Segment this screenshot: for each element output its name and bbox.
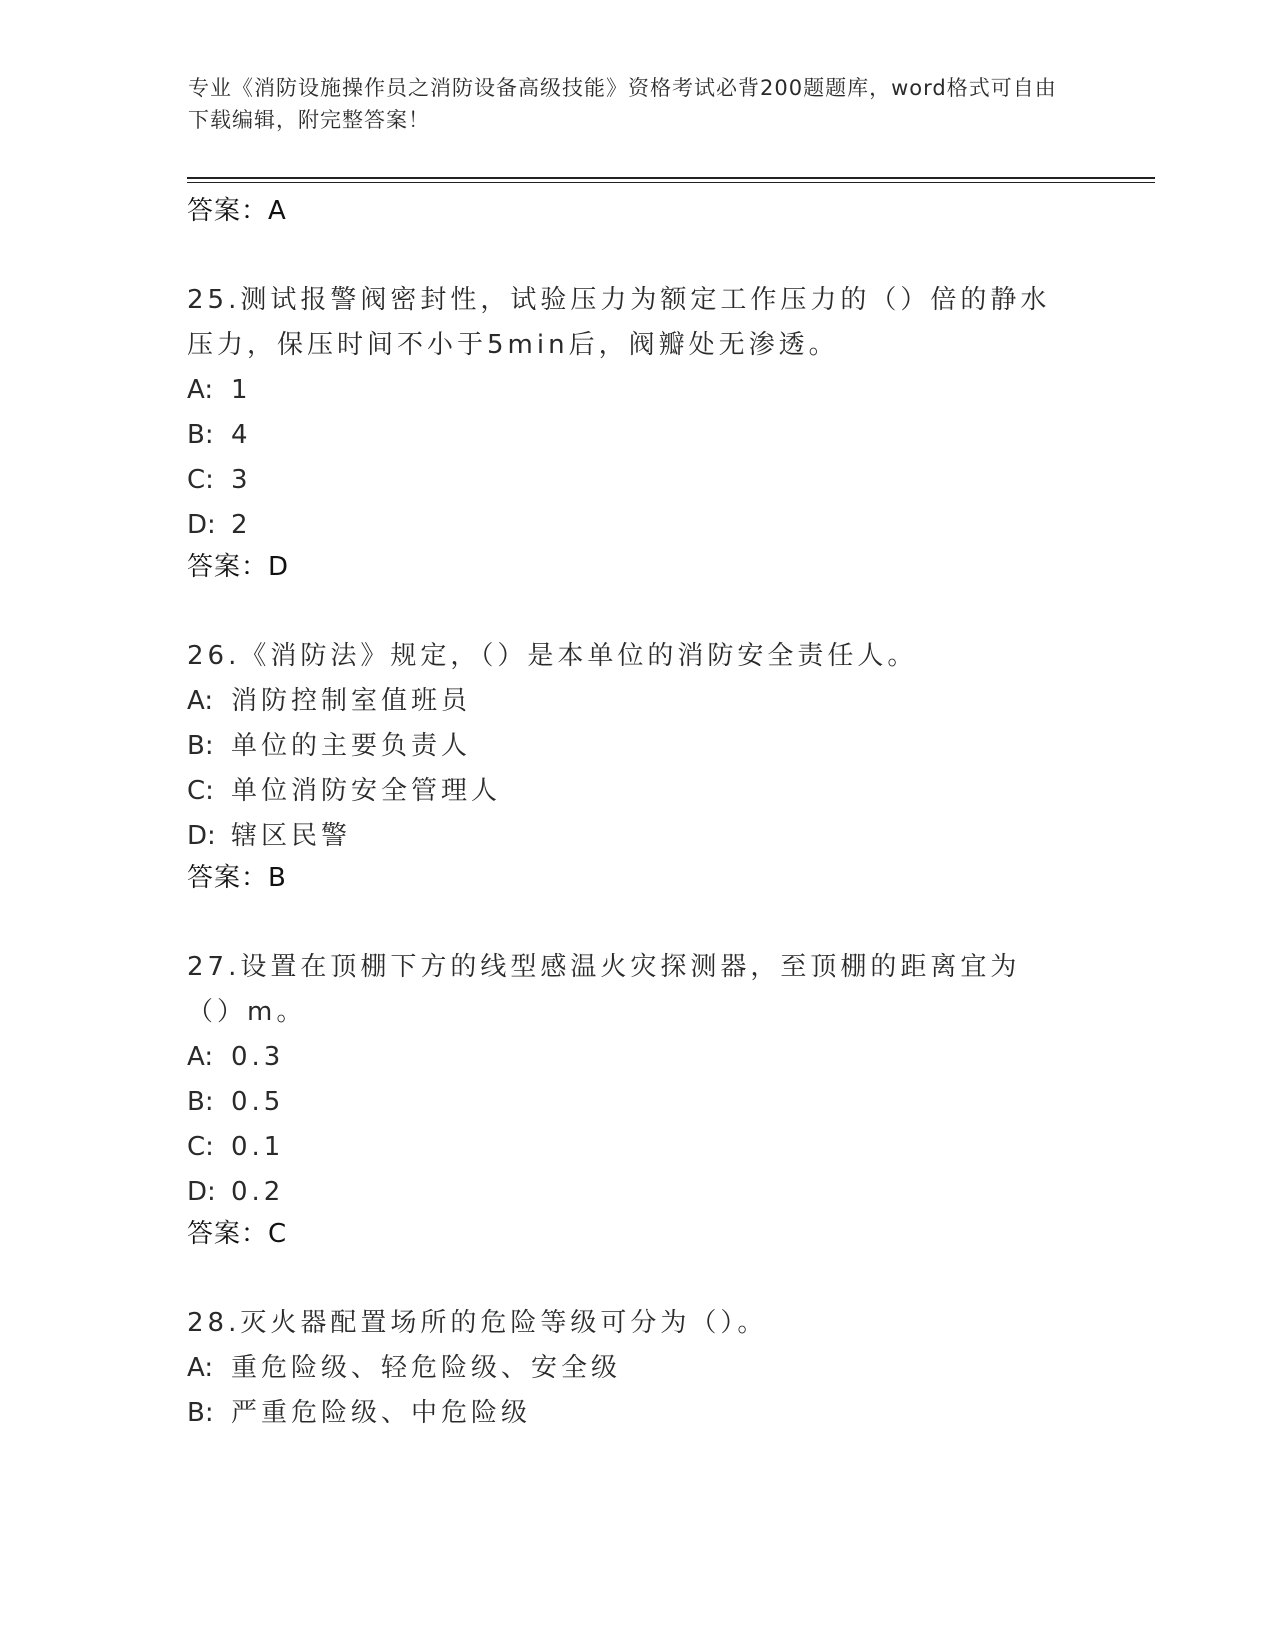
option-letter: C:	[187, 776, 214, 806]
option-c	[187, 1125, 1087, 1170]
answer-line	[187, 859, 1087, 897]
option-letter: C:	[187, 1132, 214, 1162]
option-text: 0.1	[231, 1132, 285, 1162]
option-letter: D:	[187, 1177, 216, 1207]
answer-label: 答案：	[187, 863, 269, 893]
option-letter: A:	[187, 1042, 214, 1072]
option-text: 0.3	[231, 1042, 285, 1072]
answer-value: D	[268, 552, 290, 582]
option-letter: A:	[187, 375, 214, 405]
answer-line	[187, 548, 1087, 586]
option-d	[187, 503, 1087, 548]
question-block	[187, 945, 1087, 1253]
question-text: 28.灭火器配置场所的危险等级可分为（）。	[187, 1308, 768, 1338]
header-divider	[187, 177, 1155, 183]
answer-label: 答案：	[187, 1219, 269, 1249]
option-letter: B:	[187, 731, 214, 761]
option-text: 单位的主要负责人	[231, 731, 472, 761]
option-a	[187, 1035, 1087, 1080]
question-block	[187, 278, 1087, 586]
option-text: 3	[231, 465, 252, 495]
option-text: 1	[231, 375, 252, 405]
option-a	[187, 1346, 1087, 1391]
option-c	[187, 769, 1087, 814]
document-header: 专业《消防设施操作员之消防设备高级技能》资格考试必背200题题库，word格式可自由下载编辑，附完整答案！	[188, 76, 1057, 132]
option-letter: B:	[187, 420, 214, 450]
option-letter: B:	[187, 1087, 214, 1117]
answer-value: B	[268, 863, 287, 893]
question-block	[187, 634, 1087, 897]
option-a	[187, 679, 1087, 724]
option-text: 单位消防安全管理人	[231, 776, 502, 806]
option-c	[187, 458, 1087, 503]
question-block	[187, 1301, 1087, 1436]
option-text: 4	[231, 420, 252, 450]
option-letter: A:	[187, 1353, 214, 1383]
option-text: 消防控制室值班员	[231, 686, 472, 716]
question-text: 26.《消防法》规定，（）是本单位的消防安全责任人。	[187, 641, 918, 671]
question-list	[187, 192, 1087, 1436]
option-text: 0.2	[231, 1177, 285, 1207]
option-letter: C:	[187, 465, 214, 495]
question-block	[187, 192, 1087, 230]
question-text: 27.设置在顶棚下方的线型感温火灾探测器，至顶棚的距离宜为（）m。	[187, 952, 1021, 1027]
option-letter: B:	[187, 1398, 214, 1428]
option-text: 辖区民警	[231, 821, 352, 851]
answer-label: 答案：	[187, 196, 269, 226]
option-d	[187, 814, 1087, 859]
option-d	[187, 1170, 1087, 1215]
answer-line	[187, 192, 1087, 230]
option-b	[187, 1391, 1087, 1436]
option-b	[187, 724, 1087, 769]
option-text: 0.5	[231, 1087, 285, 1117]
answer-value: C	[268, 1219, 288, 1249]
option-letter: D:	[187, 510, 216, 540]
option-text: 2	[231, 510, 252, 540]
answer-label: 答案：	[187, 552, 269, 582]
answer-line	[187, 1215, 1087, 1253]
option-text: 重危险级、轻危险级、安全级	[231, 1353, 622, 1383]
option-b	[187, 413, 1087, 458]
answer-value: A	[268, 196, 287, 226]
option-letter: A:	[187, 686, 214, 716]
option-letter: D:	[187, 821, 216, 851]
option-a	[187, 368, 1087, 413]
option-b	[187, 1080, 1087, 1125]
option-text: 严重危险级、中危险级	[231, 1398, 532, 1428]
question-text: 25.测试报警阀密封性，试验压力为额定工作压力的（）倍的静水压力，保压时间不小于5min后，阀瓣处无渗透。	[187, 285, 1051, 360]
